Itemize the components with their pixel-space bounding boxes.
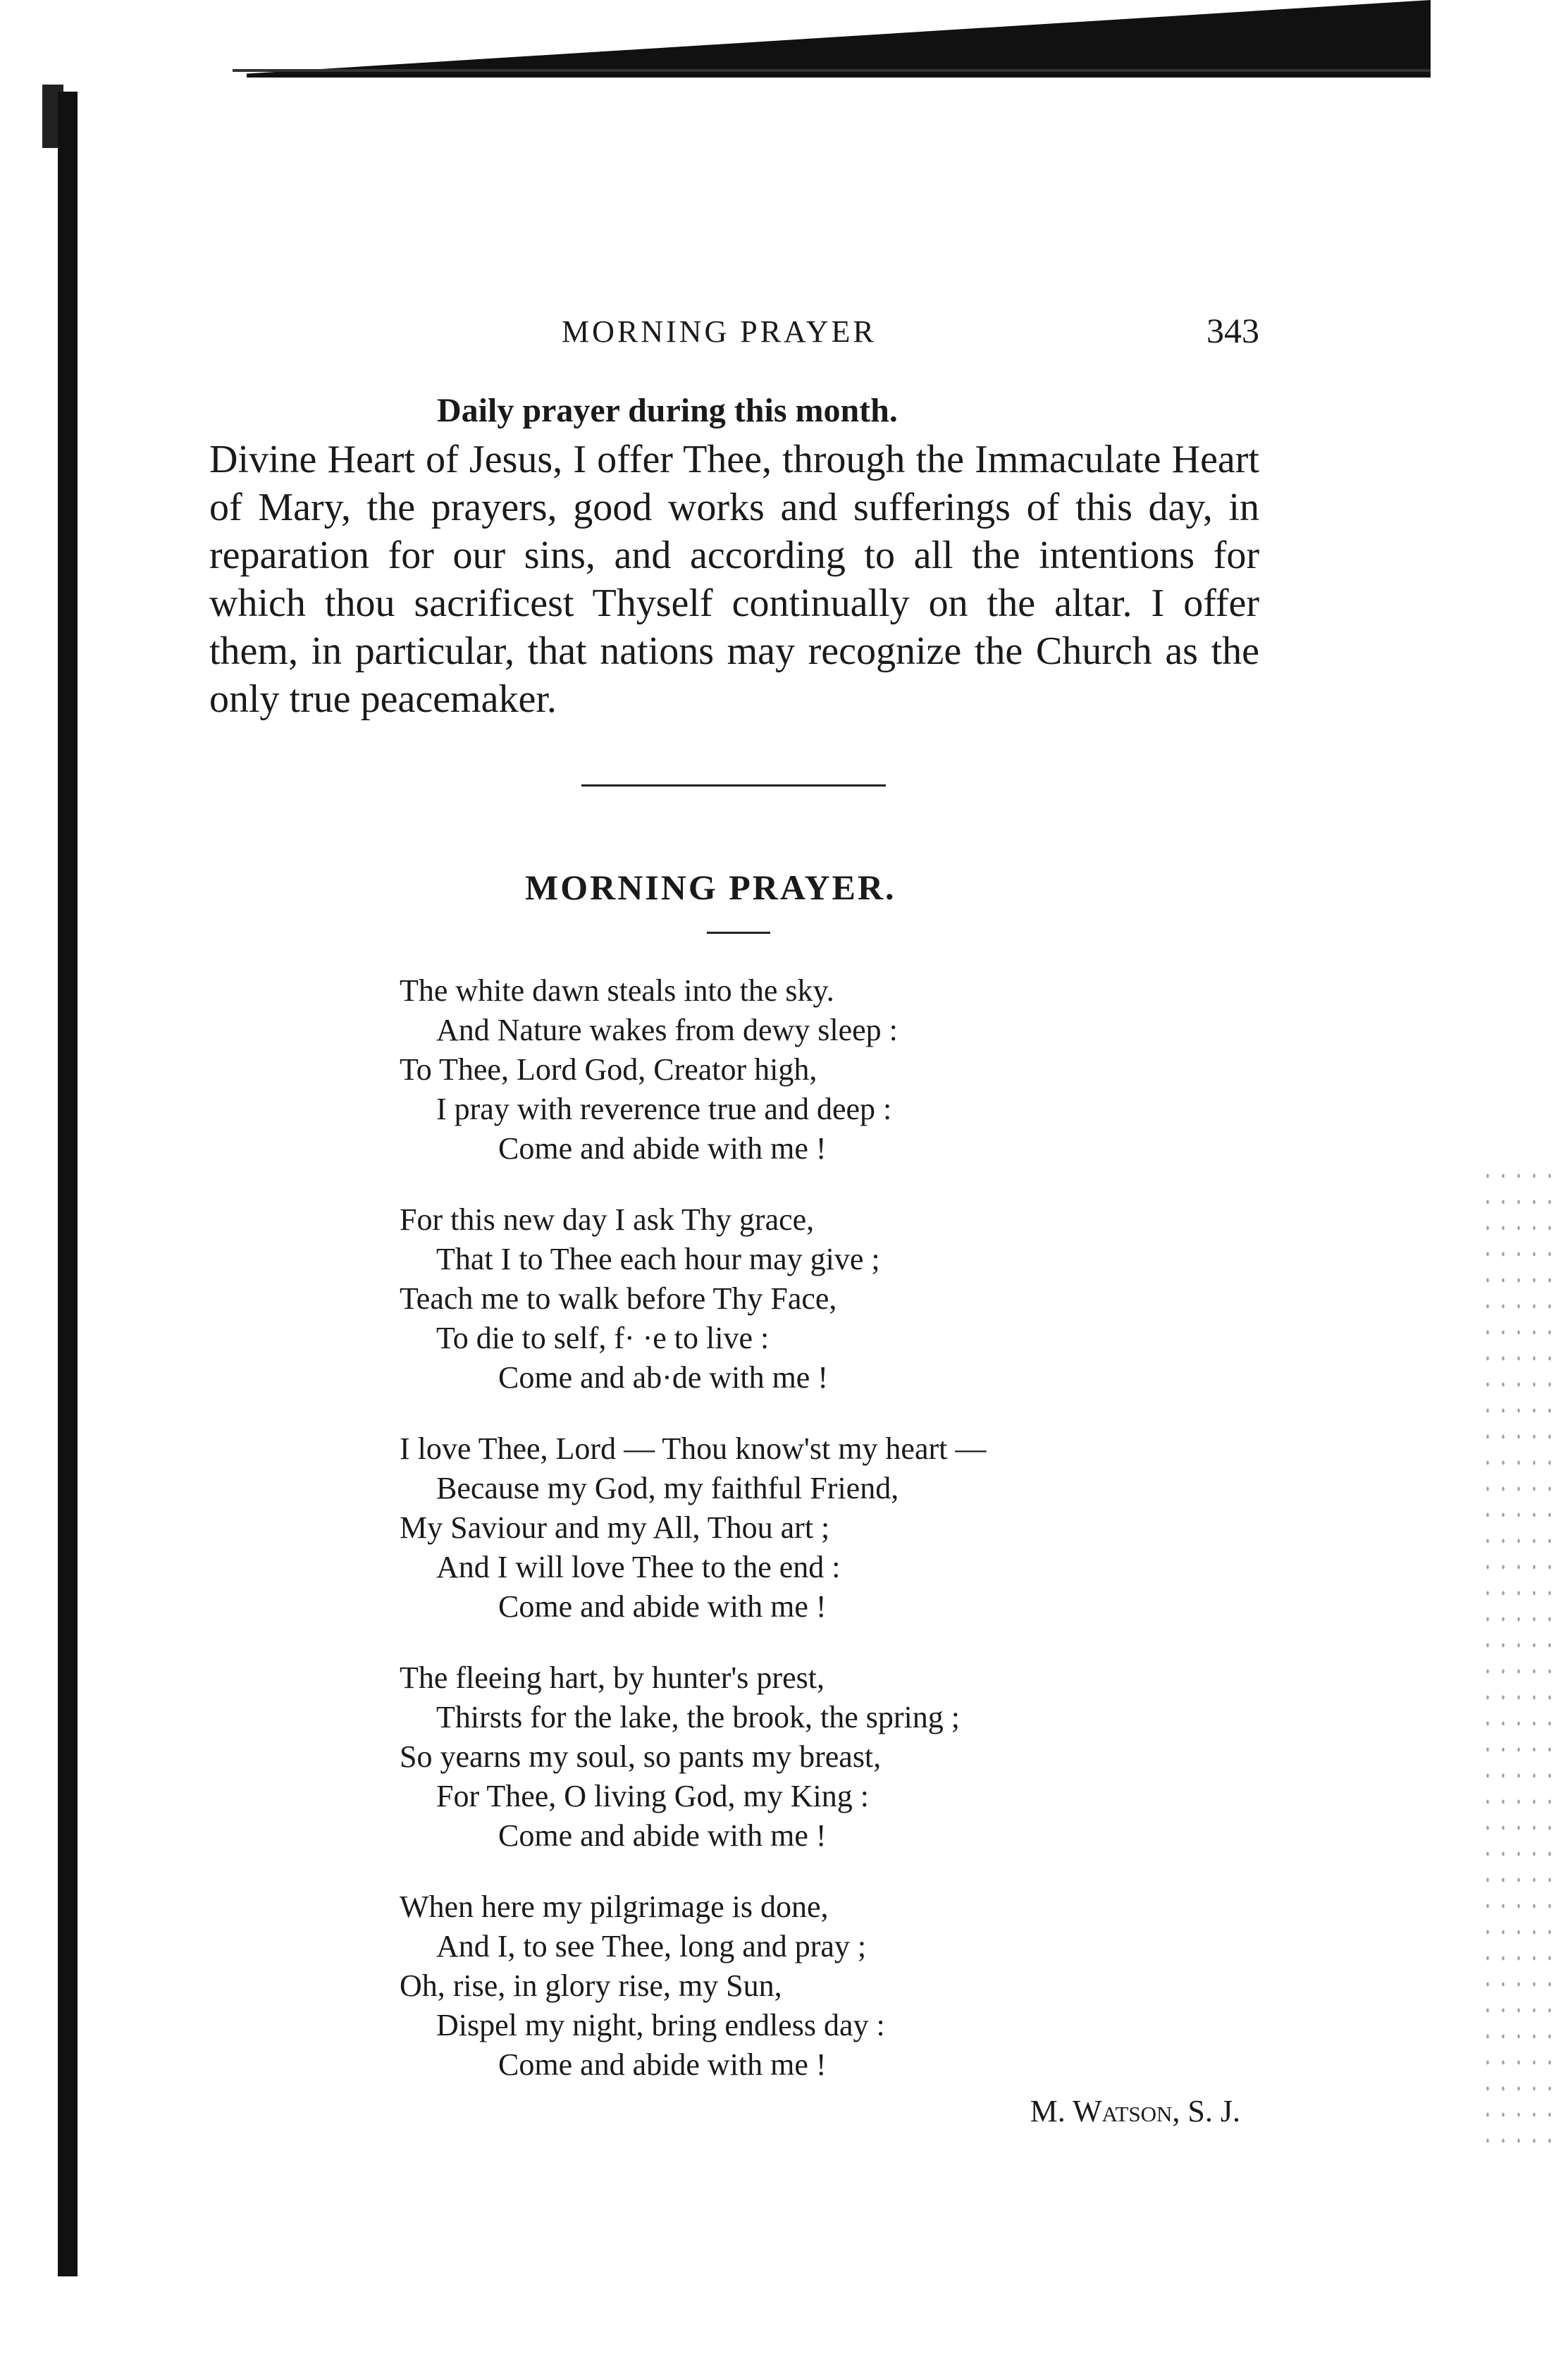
running-head-title: MORNING PRAYER bbox=[562, 314, 877, 349]
daily-prayer-heading: Daily prayer during this month. bbox=[437, 392, 898, 429]
scan-edge-shadow-left bbox=[58, 92, 78, 2276]
verse-line: My Saviour and my All, Thou art ; bbox=[400, 1510, 830, 1545]
daily-prayer-text: Divine Heart of Jesus, I offer Thee, through the Immaculate Heart of Mary, the prayers, good works and sufferings of this day, in reparation for our sins, and according to all the intentions for which thou sacrificest Thyself continually on the altar. I offer them, in particular, that nations may recognize the Church as the only true peacemaker. bbox=[209, 438, 1259, 721]
verse-line: For Thee, O living God, my King : bbox=[436, 1779, 869, 1813]
verse-line: Dispel my night, bring endless day : bbox=[436, 2008, 885, 2042]
verse-line: That I to Thee each hour may give ; bbox=[436, 1242, 880, 1276]
hymn-stanza-2 bbox=[400, 1200, 1316, 1398]
refrain-line: Come and abide with me ! bbox=[498, 1589, 827, 1624]
hymn-stanza-1 bbox=[400, 971, 1316, 1169]
verse-line: And I will love Thee to the end : bbox=[436, 1550, 841, 1584]
verse-line: When here my pilgrimage is done, bbox=[400, 1889, 829, 1924]
verse-line: Teach me to walk before Thy Face, bbox=[400, 1281, 837, 1316]
verse-line: I love Thee, Lord — Thou know'st my heart — bbox=[400, 1431, 987, 1466]
hymn-stanza-5 bbox=[400, 1887, 1316, 2085]
section-divider bbox=[581, 784, 886, 787]
hymn-stanza-3 bbox=[400, 1429, 1316, 1627]
verse-line: And Nature wakes from dewy sleep : bbox=[436, 1013, 898, 1047]
verse-line: And I, to see Thee, long and pray ; bbox=[436, 1929, 867, 1963]
refrain-line: Come and ab·de with me ! bbox=[498, 1360, 828, 1395]
hymn-stanza-4 bbox=[400, 1658, 1316, 1856]
verse-line: Thirsts for the lake, the brook, the spring ; bbox=[436, 1700, 960, 1734]
refrain-line: Come and abide with me ! bbox=[498, 2047, 827, 2082]
page-number: 343 bbox=[1206, 311, 1259, 350]
verse-line: Because my God, my faithful Friend, bbox=[436, 1471, 899, 1505]
refrain-line: Come and abide with me ! bbox=[498, 1131, 827, 1166]
title-rule bbox=[707, 932, 770, 934]
scan-edge-rule bbox=[233, 69, 1431, 72]
verse-line: The white dawn steals into the sky. bbox=[400, 973, 834, 1008]
verse-line: I pray with reverence true and deep : bbox=[436, 1092, 892, 1126]
refrain-line: Come and abide with me ! bbox=[498, 1818, 827, 1853]
verse-line: To die to self, f· ·e to live : bbox=[436, 1321, 770, 1355]
verse-line: Oh, rise, in glory rise, my Sun, bbox=[400, 1968, 782, 2003]
verse-line: To Thee, Lord God, Creator high, bbox=[400, 1052, 817, 1087]
scan-speckle-noise bbox=[1480, 1163, 1557, 2150]
running-head bbox=[209, 310, 1259, 359]
hymn-attribution: M. Watson, S. J. bbox=[1030, 2094, 1240, 2128]
hymn-title: MORNING PRAYER. bbox=[525, 868, 896, 907]
scan-edge-shadow-top bbox=[247, 0, 1431, 78]
verse-line: For this new day I ask Thy grace, bbox=[400, 1202, 815, 1237]
verse-line: The fleeing hart, by hunter's prest, bbox=[400, 1660, 825, 1695]
verse-line: So yearns my soul, so pants my breast, bbox=[400, 1739, 882, 1774]
